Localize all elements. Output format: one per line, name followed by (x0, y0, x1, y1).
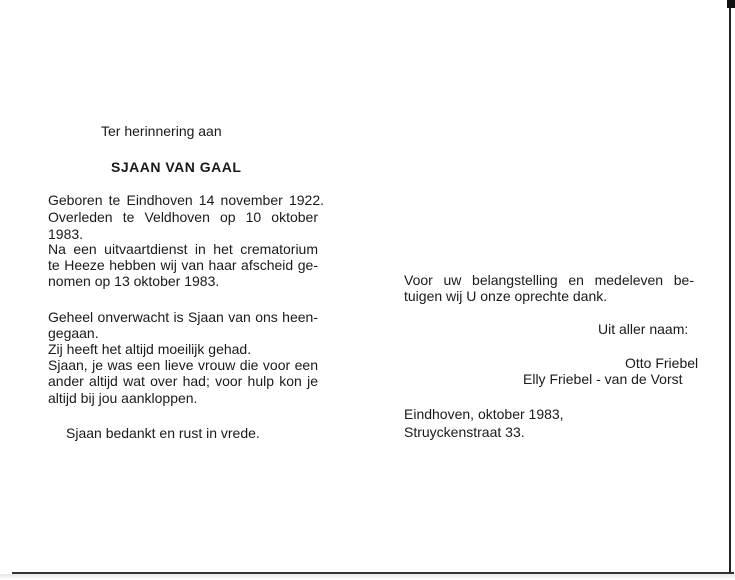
text-line: altijd bij jou aankloppen. (48, 390, 198, 406)
text-line: ander altijd wat over had; voor hulp kon je (48, 373, 318, 389)
place-date-text: Eindhoven, oktober 1983, (404, 406, 564, 422)
deceased-name: SJAAN VAN GAAL (111, 159, 242, 175)
text-line: gegaan. (48, 325, 99, 341)
text-line: Geheel onverwacht is Sjaan van ons heen- (48, 309, 318, 325)
text-line: tuigen wij U onze oprechte dank. (404, 288, 608, 304)
text-line: Sjaan, je was een lieve vrouw die voor een (48, 357, 318, 373)
closing-text: Sjaan bedankt en rust in vrede. (66, 425, 260, 441)
card-edge-bottom (12, 572, 734, 574)
text-line: nomen op 13 oktober 1983. (48, 273, 220, 289)
text-line: Voor uw belangstelling en medeleven be- (404, 272, 694, 288)
text-line: Geboren te Eindhoven 14 november 1922. (48, 192, 324, 208)
signatory-name: Otto Friebel (625, 355, 699, 371)
card-corner (727, 0, 735, 8)
text-line: Zij heeft het altijd moeilijk gehad. (48, 341, 252, 357)
text-line: Na een uitvaartdienst in het crematorium (48, 241, 318, 257)
card-edge-right (729, 0, 731, 572)
on-behalf-text: Uit aller naam: (598, 321, 689, 337)
address-text: Struyckenstraat 33. (404, 424, 525, 440)
card-bottom-shadow (0, 574, 735, 580)
text-line: Overleden te Veldhoven op 10 oktober (48, 209, 318, 225)
intro-text: Ter herinnering aan (101, 123, 222, 139)
signatory-name: Elly Friebel - van de Vorst (523, 371, 683, 387)
text-line: te Heeze hebben wij van haar afscheid ge- (48, 257, 318, 273)
text-line: 1983. (48, 226, 84, 242)
